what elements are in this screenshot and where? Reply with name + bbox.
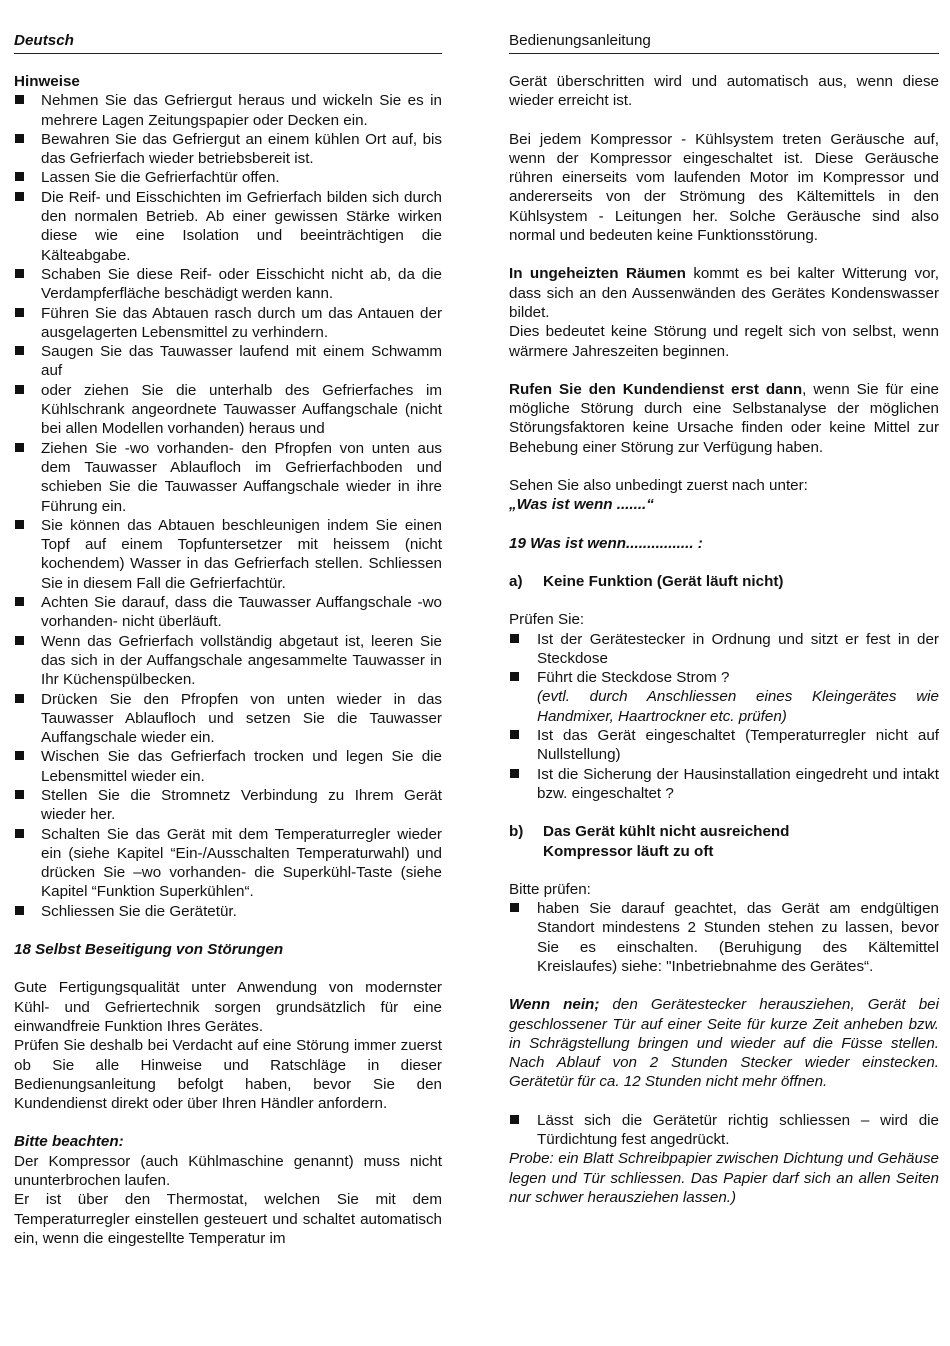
bullet-icon [510,672,519,681]
bitte-beachten-title: Bitte beachten: [14,1133,124,1151]
list-item: Schaben Sie diese Reif- oder Eisschicht nicht ab, da die Verdampferfläche beschädigt werden kann. [14,265,442,304]
bullet-icon [510,903,519,912]
list-item: Saugen Sie das Tauwasser laufend mit einem Schwamm auf [14,342,442,381]
bullet-icon [510,634,519,643]
bullet-icon [15,443,24,452]
hinweise-list [14,91,442,921]
list-item: Die Reif- und Eisschichten im Gefrierfach bilden sich durch den normalen Betrieb. Ab einer gewissen Stärke wirken diese wie eine Isolation und beeinträchtigen die Kälteabgabe. [14,188,442,265]
list-item: Ist der Gerätestecker in Ordnung und sitzt er fest in der Steckdose [509,630,939,669]
wenn-nein-paragraph: Wenn nein; den Gerätestecker herausziehen, Gerät bei geschlossener Tür auf einer Seite für kurze Zeit anheben bzw. in Schrägstellung bringen und wieder auf die Füsse stellen. Nach Ablauf von 2 Stunden Stecker wieder einstecken. Gerätetür für ca. 12 Stunden nicht mehr öffnen. [509,996,939,1091]
door-check-list [509,1111,939,1150]
bullet-icon [15,694,24,703]
list-item: Sie können das Abtauen beschleunigen indem Sie einen Topf auf einem Topfuntersetzer mit heissem (nicht kochendem) Wasser in das Gefrierfach stellen. Schliessen Sie in diesem Fall die Gefrierfachtür. [14,516,442,593]
section-19-title: 19 Was ist wenn................ : [509,534,703,552]
list-item: Wischen Sie das Gefrierfach trocken und legen Sie die Lebensmittel wieder ein. [14,747,442,786]
bullet-icon [15,520,24,529]
bullet-icon [15,269,24,278]
see-reference: „Was ist wenn .......“ [509,496,654,514]
bullet-icon [15,95,24,104]
list-item: Stellen Sie die Stromnetz Verbindung zu Ihrem Gerät wieder her. [14,786,442,825]
list-item: Ist das Gerät eingeschaltet (Temperaturregler nicht auf Nullstellung) [509,726,939,765]
noise-paragraph: Bei jedem Kompressor - Kühlsystem treten Geräusche auf, wenn der Kompressor eingeschaltet ist. Diese Geräusche rühren einerseits vom laufenden Motor im Kompressor und andererseits von der Strömung des Kältemittels in den Kühlsystem - Leitungen her. Solche Geräusche sind also normal und bedeuten keine Funktionsstörung. [509,130,939,245]
bullet-icon [15,751,24,760]
right-column [509,72,939,1207]
bullet-icon [510,1115,519,1124]
language-header: Deutsch [14,31,442,54]
list-item: Lassen Sie die Gefrierfachtür offen. [14,168,442,187]
check-label: Bitte prüfen: [509,880,591,898]
list-item: oder ziehen Sie die unterhalb des Gefrierfaches im Kühlschrank angeordnete Tauwasser Auffangschale (nicht bei allen Modellen vorhanden) heraus und [14,381,442,439]
bullet-icon [15,134,24,143]
bitte-paragraph: Er ist über den Thermostat, welchen Sie mit dem Temperaturregler einstellen gesteuert und schaltet automatisch ein, wenn die eingestellte Temperatur im [14,1191,442,1247]
list-item: haben Sie darauf geachtet, das Gerät am endgültigen Standort mindestens 2 Stunden stehen zu lassen, bevor Sie es einschalten. (Beruhigung des Kältemittel Kreislaufes) siehe: "Inbetriebnahme des Gerätes“. [509,899,939,976]
list-item: Schalten Sie das Gerät mit dem Temperaturregler wieder ein (siehe Kapitel “Ein-/Ausschalten Temperaturwahl) und drücken Sie –wo vorhanden- die Superkühl-Taste (siehe Kapitel “Funktion Superkühlen“. [14,825,442,902]
service-paragraph: Rufen Sie den Kundendienst erst dann, wenn Sie für eine mögliche Störung durch eine Selbstanalyse der möglichen Störungsfaktoren keine Ursache finden oder keine Mittel zur Behebung einer Störung zur Verfügung haben. [509,380,939,456]
list-item: Ist die Sicherung der Hausinstallation eingedreht und intakt bzw. eingeschaltet ? [509,765,939,804]
list-item: Führt die Steckdose Strom ? (evtl. durch Anschliessen eines Kleingerätes wie Handmixer, Haartrockner etc. prüfen) [509,668,939,726]
unheated-paragraph: In ungeheizten Räumen kommt es bei kalter Witterung vor, dass sich an den Aussenwänden des Gerätes Kondenswasser bildet. [509,265,939,321]
bullet-icon [15,906,24,915]
bullet-icon [510,730,519,739]
list-item: Führen Sie das Abtauen rasch durch um das Antauen der ausgelagerten Lebensmittel zu verhindern. [14,304,442,343]
bullet-icon [15,308,24,317]
list-item: Lässt sich die Gerätetür richtig schliessen – wird die Türdichtung fest angedrückt. [509,1111,939,1150]
bullet-icon [510,769,519,778]
section-18-paragraph: Prüfen Sie deshalb bei Verdacht auf eine Störung immer zuerst ob Sie alle Hinweise und Ratschläge in dieser Bedienungsanleitung befolgt haben, bevor Sie den Kundendienst direkt oder über Ihren Händler anfordern. [14,1037,442,1113]
list-item: Nehmen Sie das Gefriergut heraus und wickeln Sie es in mehrere Lagen Zeitungspapier oder Decken ein. [14,91,442,130]
subsection-b-heading: b) Das Gerät kühlt nicht ausreichend Kompressor läuft zu oft [509,823,790,860]
section-18-title: 18 Selbst Beseitigung von Störungen [14,941,284,959]
manual-header: Bedienungsanleitung [509,31,939,54]
unheated-paragraph-2: Dies bedeutet keine Störung und regelt sich von selbst, wenn wärmere Jahreszeiten beginnen. [509,323,939,360]
bitte-paragraph: Der Kompressor (auch Kühlmaschine genannt) muss nicht ununterbrochen laufen. [14,1152,442,1190]
see-paragraph: Sehen Sie also unbedingt zuerst nach unter: [509,477,808,495]
bullet-icon [15,385,24,394]
hinweise-title: Hinweise [14,73,80,90]
list-item: Wenn das Gefrierfach vollständig abgetaut ist, leeren Sie das sich in der Auffangschale angesammelte Tauwasser in Ihr Küchenspülbecken. [14,632,442,690]
list-item: Drücken Sie den Pfropfen von unten wieder in das Tauwasser Ablaufloch und setzen Sie die Tauwasser Auffangschale wieder ein. [14,690,442,748]
bullet-icon [15,790,24,799]
bullet-icon [15,172,24,181]
probe-paragraph: Probe: ein Blatt Schreibpapier zwischen Dichtung und Gehäuse legen und Tür schliessen. Das Papier darf sich an allen Seiten nur schwer herausziehen lassen.) [509,1150,939,1206]
list-item: Schliessen Sie die Gerätetür. [14,902,442,921]
bullet-icon [15,829,24,838]
check-label: Prüfen Sie: [509,611,585,629]
left-column [14,72,442,1248]
list-item: Bewahren Sie das Gefriergut an einem kühlen Ort auf, bis das Gefrierfach wieder betriebsbereit ist. [14,130,442,169]
list-item-note: (evtl. durch Anschliessen eines Kleingerätes wie Handmixer, Haartrockner etc. prüfen) [537,688,939,725]
check-list-b [509,899,939,976]
bullet-icon [15,597,24,606]
subsection-a-heading: a) Keine Funktion (Gerät läuft nicht) [509,572,784,590]
list-item: Ziehen Sie -wo vorhanden- den Pfropfen von unten aus dem Tauwasser Ablaufloch im Gefrierfachboden und schieben Sie die Tauwasser Auffangschale wieder in ihre Führung ein. [14,439,442,516]
bullet-icon [15,636,24,645]
bullet-icon [15,192,24,201]
section-18-paragraph: Gute Fertigungsqualität unter Anwendung von modernster Kühl- und Gefriertechnik sorgen grundsätzlich für eine einwandfreie Funktion Ihres Gerätes. [14,979,442,1035]
bullet-icon [15,346,24,355]
list-item: Achten Sie darauf, dass die Tauwasser Auffangschale -wo vorhanden- nicht überläuft. [14,593,442,632]
continued-paragraph: Gerät überschritten wird und automatisch aus, wenn diese wieder erreicht ist. [509,73,939,110]
check-list-a [509,630,939,804]
